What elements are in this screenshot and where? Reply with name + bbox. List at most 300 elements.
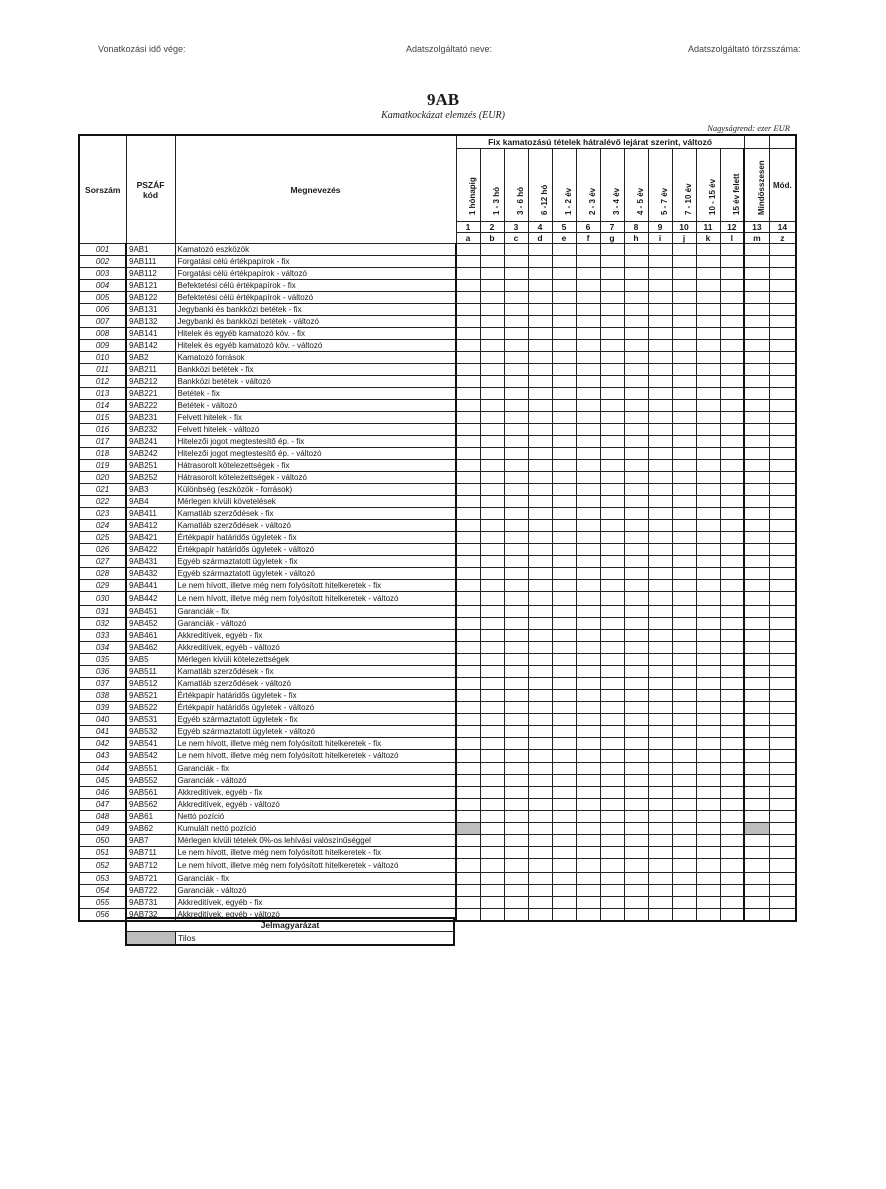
value-cell-j[interactable] [672,737,696,749]
value-cell-e[interactable] [552,872,576,884]
value-cell-k[interactable] [696,388,720,400]
value-cell-d[interactable] [528,532,552,544]
value-cell-e[interactable] [552,859,576,873]
value-cell-d[interactable] [528,689,552,701]
value-cell-m[interactable] [744,472,769,484]
value-cell-z[interactable] [769,580,796,592]
value-cell-b[interactable] [480,328,504,340]
value-cell-l[interactable] [720,340,744,352]
value-cell-h[interactable] [624,544,648,556]
value-cell-i[interactable] [648,520,672,532]
value-cell-f[interactable] [576,328,600,340]
value-cell-h[interactable] [624,847,648,859]
value-cell-d[interactable] [528,292,552,304]
value-cell-e[interactable] [552,508,576,520]
value-cell-j[interactable] [672,496,696,508]
value-cell-d[interactable] [528,665,552,677]
value-cell-i[interactable] [648,617,672,629]
value-cell-m[interactable] [744,412,769,424]
value-cell-m[interactable] [744,460,769,472]
value-cell-k[interactable] [696,508,720,520]
value-cell-g[interactable] [600,532,624,544]
value-cell-l[interactable] [720,872,744,884]
value-cell-j[interactable] [672,811,696,823]
value-cell-l[interactable] [720,689,744,701]
value-cell-g[interactable] [600,617,624,629]
value-cell-h[interactable] [624,532,648,544]
value-cell-z[interactable] [769,737,796,749]
value-cell-j[interactable] [672,799,696,811]
value-cell-d[interactable] [528,340,552,352]
value-cell-i[interactable] [648,376,672,388]
value-cell-z[interactable] [769,532,796,544]
value-cell-c[interactable] [504,448,528,460]
value-cell-g[interactable] [600,605,624,617]
value-cell-g[interactable] [600,304,624,316]
value-cell-i[interactable] [648,292,672,304]
value-cell-c[interactable] [504,787,528,799]
value-cell-a[interactable] [456,580,480,592]
value-cell-d[interactable] [528,872,552,884]
value-cell-l[interactable] [720,436,744,448]
value-cell-j[interactable] [672,568,696,580]
value-cell-h[interactable] [624,568,648,580]
value-cell-k[interactable] [696,256,720,268]
value-cell-c[interactable] [504,617,528,629]
value-cell-b[interactable] [480,376,504,388]
value-cell-k[interactable] [696,763,720,775]
value-cell-m[interactable] [744,448,769,460]
value-cell-a[interactable] [456,568,480,580]
value-cell-b[interactable] [480,280,504,292]
value-cell-z[interactable] [769,316,796,328]
value-cell-l[interactable] [720,835,744,847]
value-cell-z[interactable] [769,388,796,400]
value-cell-h[interactable] [624,340,648,352]
value-cell-m[interactable] [744,775,769,787]
value-cell-b[interactable] [480,244,504,256]
value-cell-j[interactable] [672,532,696,544]
value-cell-j[interactable] [672,364,696,376]
value-cell-g[interactable] [600,268,624,280]
value-cell-b[interactable] [480,847,504,859]
value-cell-h[interactable] [624,872,648,884]
value-cell-l[interactable] [720,908,744,921]
value-cell-f[interactable] [576,835,600,847]
value-cell-d[interactable] [528,896,552,908]
value-cell-d[interactable] [528,701,552,713]
value-cell-l[interactable] [720,896,744,908]
value-cell-a[interactable] [456,364,480,376]
value-cell-b[interactable] [480,896,504,908]
value-cell-f[interactable] [576,472,600,484]
value-cell-i[interactable] [648,908,672,921]
value-cell-a[interactable] [456,304,480,316]
value-cell-z[interactable] [769,424,796,436]
value-cell-m[interactable] [744,520,769,532]
value-cell-h[interactable] [624,364,648,376]
value-cell-b[interactable] [480,256,504,268]
value-cell-d[interactable] [528,436,552,448]
value-cell-f[interactable] [576,896,600,908]
value-cell-h[interactable] [624,811,648,823]
value-cell-j[interactable] [672,713,696,725]
value-cell-i[interactable] [648,244,672,256]
value-cell-c[interactable] [504,388,528,400]
value-cell-k[interactable] [696,484,720,496]
value-cell-j[interactable] [672,340,696,352]
value-cell-c[interactable] [504,520,528,532]
value-cell-e[interactable] [552,544,576,556]
value-cell-k[interactable] [696,460,720,472]
value-cell-g[interactable] [600,847,624,859]
value-cell-m[interactable] [744,316,769,328]
value-cell-k[interactable] [696,280,720,292]
value-cell-a[interactable] [456,400,480,412]
value-cell-i[interactable] [648,340,672,352]
value-cell-e[interactable] [552,749,576,763]
value-cell-c[interactable] [504,653,528,665]
value-cell-k[interactable] [696,605,720,617]
value-cell-j[interactable] [672,460,696,472]
value-cell-l[interactable] [720,316,744,328]
value-cell-l[interactable] [720,364,744,376]
value-cell-i[interactable] [648,787,672,799]
value-cell-c[interactable] [504,605,528,617]
value-cell-z[interactable] [769,508,796,520]
value-cell-b[interactable] [480,665,504,677]
value-cell-g[interactable] [600,340,624,352]
value-cell-a[interactable] [456,896,480,908]
value-cell-c[interactable] [504,896,528,908]
value-cell-i[interactable] [648,592,672,606]
value-cell-l[interactable] [720,811,744,823]
value-cell-b[interactable] [480,508,504,520]
value-cell-f[interactable] [576,629,600,641]
value-cell-z[interactable] [769,256,796,268]
value-cell-m[interactable] [744,532,769,544]
value-cell-z[interactable] [769,268,796,280]
value-cell-m[interactable] [744,496,769,508]
value-cell-i[interactable] [648,811,672,823]
value-cell-i[interactable] [648,749,672,763]
value-cell-e[interactable] [552,725,576,737]
value-cell-c[interactable] [504,340,528,352]
value-cell-z[interactable] [769,835,796,847]
value-cell-f[interactable] [576,484,600,496]
value-cell-f[interactable] [576,244,600,256]
value-cell-j[interactable] [672,823,696,835]
value-cell-g[interactable] [600,316,624,328]
value-cell-b[interactable] [480,424,504,436]
value-cell-i[interactable] [648,872,672,884]
value-cell-g[interactable] [600,872,624,884]
value-cell-i[interactable] [648,580,672,592]
value-cell-i[interactable] [648,328,672,340]
value-cell-j[interactable] [672,847,696,859]
value-cell-l[interactable] [720,292,744,304]
value-cell-e[interactable] [552,436,576,448]
value-cell-d[interactable] [528,617,552,629]
value-cell-l[interactable] [720,665,744,677]
value-cell-i[interactable] [648,835,672,847]
value-cell-a[interactable] [456,328,480,340]
value-cell-z[interactable] [769,884,796,896]
value-cell-e[interactable] [552,244,576,256]
value-cell-j[interactable] [672,763,696,775]
value-cell-l[interactable] [720,412,744,424]
value-cell-f[interactable] [576,280,600,292]
value-cell-m[interactable] [744,352,769,364]
value-cell-h[interactable] [624,508,648,520]
value-cell-h[interactable] [624,376,648,388]
value-cell-c[interactable] [504,665,528,677]
value-cell-z[interactable] [769,908,796,921]
value-cell-j[interactable] [672,412,696,424]
value-cell-l[interactable] [720,352,744,364]
value-cell-f[interactable] [576,859,600,873]
value-cell-k[interactable] [696,364,720,376]
value-cell-j[interactable] [672,556,696,568]
value-cell-k[interactable] [696,653,720,665]
value-cell-f[interactable] [576,641,600,653]
value-cell-z[interactable] [769,436,796,448]
value-cell-j[interactable] [672,268,696,280]
value-cell-d[interactable] [528,316,552,328]
value-cell-b[interactable] [480,484,504,496]
value-cell-h[interactable] [624,328,648,340]
value-cell-j[interactable] [672,328,696,340]
value-cell-k[interactable] [696,823,720,835]
value-cell-g[interactable] [600,556,624,568]
value-cell-c[interactable] [504,424,528,436]
value-cell-z[interactable] [769,460,796,472]
value-cell-k[interactable] [696,787,720,799]
value-cell-m[interactable] [744,896,769,908]
value-cell-b[interactable] [480,268,504,280]
value-cell-e[interactable] [552,592,576,606]
value-cell-l[interactable] [720,496,744,508]
value-cell-c[interactable] [504,749,528,763]
value-cell-i[interactable] [648,775,672,787]
value-cell-d[interactable] [528,364,552,376]
value-cell-i[interactable] [648,641,672,653]
value-cell-c[interactable] [504,376,528,388]
value-cell-k[interactable] [696,376,720,388]
value-cell-g[interactable] [600,884,624,896]
value-cell-e[interactable] [552,268,576,280]
value-cell-g[interactable] [600,280,624,292]
value-cell-j[interactable] [672,835,696,847]
value-cell-l[interactable] [720,799,744,811]
value-cell-m[interactable] [744,823,769,835]
value-cell-l[interactable] [720,508,744,520]
value-cell-b[interactable] [480,532,504,544]
value-cell-b[interactable] [480,568,504,580]
value-cell-z[interactable] [769,412,796,424]
value-cell-j[interactable] [672,689,696,701]
value-cell-h[interactable] [624,629,648,641]
value-cell-g[interactable] [600,763,624,775]
value-cell-f[interactable] [576,799,600,811]
value-cell-b[interactable] [480,556,504,568]
value-cell-b[interactable] [480,412,504,424]
value-cell-b[interactable] [480,617,504,629]
value-cell-z[interactable] [769,400,796,412]
value-cell-z[interactable] [769,629,796,641]
value-cell-c[interactable] [504,641,528,653]
value-cell-b[interactable] [480,775,504,787]
value-cell-b[interactable] [480,592,504,606]
value-cell-e[interactable] [552,799,576,811]
value-cell-j[interactable] [672,352,696,364]
value-cell-c[interactable] [504,292,528,304]
value-cell-m[interactable] [744,424,769,436]
value-cell-j[interactable] [672,424,696,436]
value-cell-c[interactable] [504,544,528,556]
value-cell-e[interactable] [552,280,576,292]
value-cell-m[interactable] [744,364,769,376]
value-cell-j[interactable] [672,388,696,400]
value-cell-a[interactable] [456,316,480,328]
value-cell-a[interactable] [456,737,480,749]
value-cell-g[interactable] [600,496,624,508]
value-cell-i[interactable] [648,653,672,665]
value-cell-m[interactable] [744,400,769,412]
value-cell-g[interactable] [600,544,624,556]
value-cell-l[interactable] [720,304,744,316]
value-cell-m[interactable] [744,737,769,749]
value-cell-l[interactable] [720,400,744,412]
value-cell-l[interactable] [720,725,744,737]
value-cell-l[interactable] [720,424,744,436]
value-cell-e[interactable] [552,532,576,544]
value-cell-a[interactable] [456,908,480,921]
value-cell-k[interactable] [696,847,720,859]
value-cell-k[interactable] [696,316,720,328]
value-cell-d[interactable] [528,641,552,653]
value-cell-k[interactable] [696,268,720,280]
value-cell-l[interactable] [720,256,744,268]
value-cell-d[interactable] [528,496,552,508]
value-cell-f[interactable] [576,811,600,823]
value-cell-h[interactable] [624,689,648,701]
value-cell-b[interactable] [480,400,504,412]
value-cell-z[interactable] [769,484,796,496]
value-cell-l[interactable] [720,884,744,896]
value-cell-z[interactable] [769,244,796,256]
value-cell-z[interactable] [769,520,796,532]
value-cell-m[interactable] [744,544,769,556]
value-cell-i[interactable] [648,508,672,520]
value-cell-h[interactable] [624,859,648,873]
value-cell-i[interactable] [648,677,672,689]
value-cell-k[interactable] [696,472,720,484]
value-cell-g[interactable] [600,737,624,749]
value-cell-i[interactable] [648,629,672,641]
value-cell-e[interactable] [552,908,576,921]
value-cell-a[interactable] [456,811,480,823]
value-cell-c[interactable] [504,823,528,835]
value-cell-e[interactable] [552,256,576,268]
value-cell-g[interactable] [600,749,624,763]
value-cell-e[interactable] [552,653,576,665]
value-cell-i[interactable] [648,701,672,713]
value-cell-h[interactable] [624,701,648,713]
value-cell-m[interactable] [744,872,769,884]
value-cell-l[interactable] [720,859,744,873]
value-cell-k[interactable] [696,725,720,737]
value-cell-e[interactable] [552,376,576,388]
value-cell-b[interactable] [480,520,504,532]
value-cell-g[interactable] [600,908,624,921]
value-cell-j[interactable] [672,872,696,884]
value-cell-i[interactable] [648,544,672,556]
value-cell-h[interactable] [624,737,648,749]
value-cell-f[interactable] [576,737,600,749]
value-cell-a[interactable] [456,292,480,304]
value-cell-c[interactable] [504,859,528,873]
value-cell-k[interactable] [696,304,720,316]
value-cell-d[interactable] [528,352,552,364]
value-cell-g[interactable] [600,448,624,460]
value-cell-k[interactable] [696,737,720,749]
value-cell-f[interactable] [576,304,600,316]
value-cell-g[interactable] [600,859,624,873]
value-cell-c[interactable] [504,280,528,292]
value-cell-i[interactable] [648,448,672,460]
value-cell-z[interactable] [769,823,796,835]
value-cell-h[interactable] [624,484,648,496]
value-cell-g[interactable] [600,677,624,689]
value-cell-d[interactable] [528,388,552,400]
value-cell-z[interactable] [769,713,796,725]
value-cell-i[interactable] [648,799,672,811]
value-cell-z[interactable] [769,568,796,580]
value-cell-b[interactable] [480,388,504,400]
value-cell-g[interactable] [600,689,624,701]
value-cell-c[interactable] [504,496,528,508]
value-cell-k[interactable] [696,908,720,921]
value-cell-i[interactable] [648,896,672,908]
value-cell-i[interactable] [648,304,672,316]
value-cell-a[interactable] [456,775,480,787]
value-cell-j[interactable] [672,256,696,268]
value-cell-g[interactable] [600,835,624,847]
value-cell-f[interactable] [576,872,600,884]
value-cell-i[interactable] [648,436,672,448]
value-cell-e[interactable] [552,484,576,496]
value-cell-a[interactable] [456,763,480,775]
value-cell-g[interactable] [600,400,624,412]
value-cell-b[interactable] [480,641,504,653]
value-cell-e[interactable] [552,520,576,532]
value-cell-b[interactable] [480,472,504,484]
value-cell-l[interactable] [720,677,744,689]
value-cell-m[interactable] [744,629,769,641]
value-cell-h[interactable] [624,388,648,400]
value-cell-f[interactable] [576,448,600,460]
value-cell-l[interactable] [720,376,744,388]
value-cell-c[interactable] [504,556,528,568]
value-cell-z[interactable] [769,340,796,352]
value-cell-j[interactable] [672,884,696,896]
value-cell-d[interactable] [528,460,552,472]
value-cell-z[interactable] [769,292,796,304]
value-cell-c[interactable] [504,592,528,606]
value-cell-m[interactable] [744,677,769,689]
value-cell-l[interactable] [720,713,744,725]
